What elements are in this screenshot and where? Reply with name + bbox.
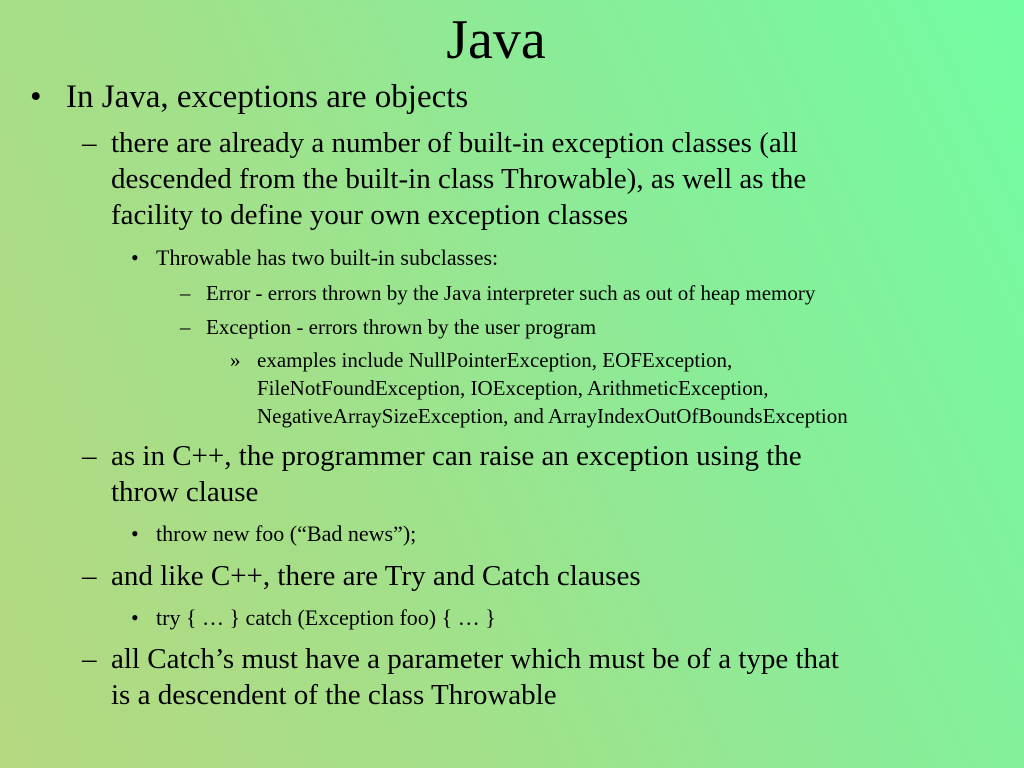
bullet-text: In Java, exceptions are objects	[66, 79, 469, 115]
bullet-text: throw new foo (“Bad news”);	[156, 521, 417, 546]
bullet-text: NegativeArraySizeException, and ArrayIndexOutOfBoundsException	[257, 404, 848, 428]
raquo-marker: »	[230, 348, 241, 372]
dash-marker: –	[82, 643, 97, 675]
bullet-text: examples include NullPointerException, EOFException,	[257, 348, 733, 372]
bullet-marker: •	[131, 605, 139, 630]
bullet-text: FileNotFoundException, IOException, ArithmeticException,	[257, 376, 769, 400]
bullet-marker: •	[131, 521, 139, 546]
bullet-text: Error - errors thrown by the Java interpreter such as out of heap memory	[206, 281, 816, 305]
dash-marker: –	[82, 440, 97, 472]
bullet-text: there are already a number of built-in exception classes (all	[111, 127, 798, 159]
slide-title: Java	[446, 9, 546, 71]
bullet-marker: •	[30, 79, 42, 115]
bullet-text: all Catch’s must have a parameter which must be of a type that	[111, 643, 839, 675]
bullet-marker: •	[131, 245, 139, 270]
bullet-text: is a descendent of the class Throwable	[111, 679, 557, 711]
bullet-text: try { … } catch (Exception foo) { … }	[156, 605, 496, 630]
dash-marker: –	[180, 281, 191, 305]
dash-marker: –	[180, 315, 191, 339]
bullet-text: as in C++, the programmer can raise an exception using the	[111, 440, 802, 472]
bullet-text: descended from the built-in class Throwable), as well as the	[111, 163, 807, 195]
bullet-text: Throwable has two built-in subclasses:	[156, 245, 499, 270]
dash-marker: –	[82, 560, 97, 592]
dash-marker: –	[82, 127, 97, 159]
bullet-text: Exception - errors thrown by the user program	[206, 315, 597, 339]
bullet-text: facility to define your own exception classes	[111, 199, 629, 231]
bullet-text: and like C++, there are Try and Catch clauses	[111, 560, 641, 592]
bullet-text: throw clause	[111, 476, 259, 508]
